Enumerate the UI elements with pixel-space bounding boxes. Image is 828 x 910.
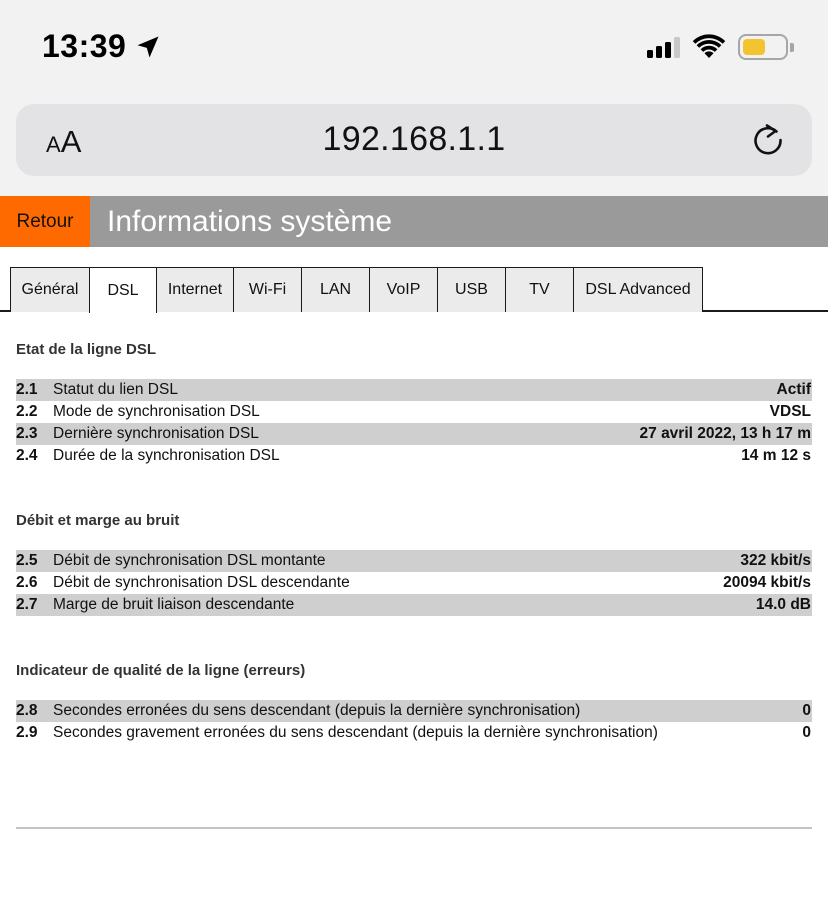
row-number: 2.5 xyxy=(16,552,38,569)
tab-dsl-advanced[interactable]: DSL Advanced xyxy=(573,267,703,312)
row-value: Actif xyxy=(776,381,811,398)
row-value: VDSL xyxy=(769,403,811,420)
row-label: Secondes gravement erronées du sens descendant (depuis la dernière synchronisation) xyxy=(53,724,658,741)
tab-internet[interactable]: Internet xyxy=(156,267,234,312)
row-value: 0 xyxy=(802,724,811,741)
tab-tv[interactable]: TV xyxy=(505,267,574,312)
status-time xyxy=(42,28,162,65)
row-number: 2.8 xyxy=(16,702,38,719)
page-title: Informations système xyxy=(107,204,393,238)
row-value: 27 avril 2022, 13 h 17 m xyxy=(639,425,811,442)
section-title-line-quality: Indicateur de qualité de la ligne (erreurs) xyxy=(16,662,306,679)
time-text: 13:39 xyxy=(42,28,127,64)
reader-mode-button[interactable]: A A xyxy=(46,124,82,159)
row-label: Débit de synchronisation DSL descendante xyxy=(53,574,350,591)
table-row xyxy=(16,401,812,423)
row-number: 2.1 xyxy=(16,381,38,398)
browser-toolbar xyxy=(0,98,828,196)
row-number: 2.3 xyxy=(16,425,38,442)
wifi-icon xyxy=(692,34,726,60)
signal-icon xyxy=(647,36,680,58)
row-label: Mode de synchronisation DSL xyxy=(53,403,260,420)
row-number: 2.9 xyxy=(16,724,38,741)
table-row xyxy=(16,594,812,616)
battery-icon xyxy=(738,34,794,60)
row-number: 2.4 xyxy=(16,447,38,464)
back-button[interactable]: Retour xyxy=(0,196,90,247)
table-row xyxy=(16,722,812,744)
row-label: Dernière synchronisation DSL xyxy=(53,425,259,442)
row-value: 322 kbit/s xyxy=(740,552,811,569)
row-label: Statut du lien DSL xyxy=(53,381,178,398)
table-row xyxy=(16,700,812,722)
row-label: Durée de la synchronisation DSL xyxy=(53,447,280,464)
row-number: 2.7 xyxy=(16,596,38,613)
address-bar[interactable] xyxy=(16,104,812,176)
table-row xyxy=(16,445,812,467)
tab-dsl[interactable]: DSL xyxy=(89,267,157,313)
row-number: 2.2 xyxy=(16,403,38,420)
table-row xyxy=(16,379,812,401)
row-value: 20094 kbit/s xyxy=(723,574,811,591)
section-title-dsl-state: Etat de la ligne DSL xyxy=(16,341,157,358)
row-number: 2.6 xyxy=(16,574,38,591)
table-row xyxy=(16,572,812,594)
divider xyxy=(16,827,812,829)
section-title-rate-noise: Débit et marge au bruit xyxy=(16,512,180,529)
page-header xyxy=(0,196,828,247)
row-label: Débit de synchronisation DSL montante xyxy=(53,552,326,569)
tab-lan[interactable]: LAN xyxy=(301,267,370,312)
row-value: 14.0 dB xyxy=(755,596,811,613)
table-row xyxy=(16,550,812,572)
url-field[interactable]: 192.168.1.1 xyxy=(322,120,506,158)
row-value: 0 xyxy=(802,702,811,719)
row-value: 14 m 12 s xyxy=(741,447,811,464)
status-bar xyxy=(0,0,828,98)
status-icons xyxy=(647,34,794,60)
tab-strip xyxy=(0,267,828,312)
row-label: Secondes erronées du sens descendant (depuis la dernière synchronisation) xyxy=(53,702,581,719)
row-label: Marge de bruit liaison descendante xyxy=(53,596,295,613)
tab-general[interactable]: Général xyxy=(10,267,90,312)
location-arrow-icon xyxy=(134,33,162,61)
table-row xyxy=(16,423,812,445)
reload-icon[interactable] xyxy=(748,120,788,160)
tab-voip[interactable]: VoIP xyxy=(369,267,438,312)
tab-wifi[interactable]: Wi-Fi xyxy=(233,267,302,312)
tab-usb[interactable]: USB xyxy=(437,267,506,312)
